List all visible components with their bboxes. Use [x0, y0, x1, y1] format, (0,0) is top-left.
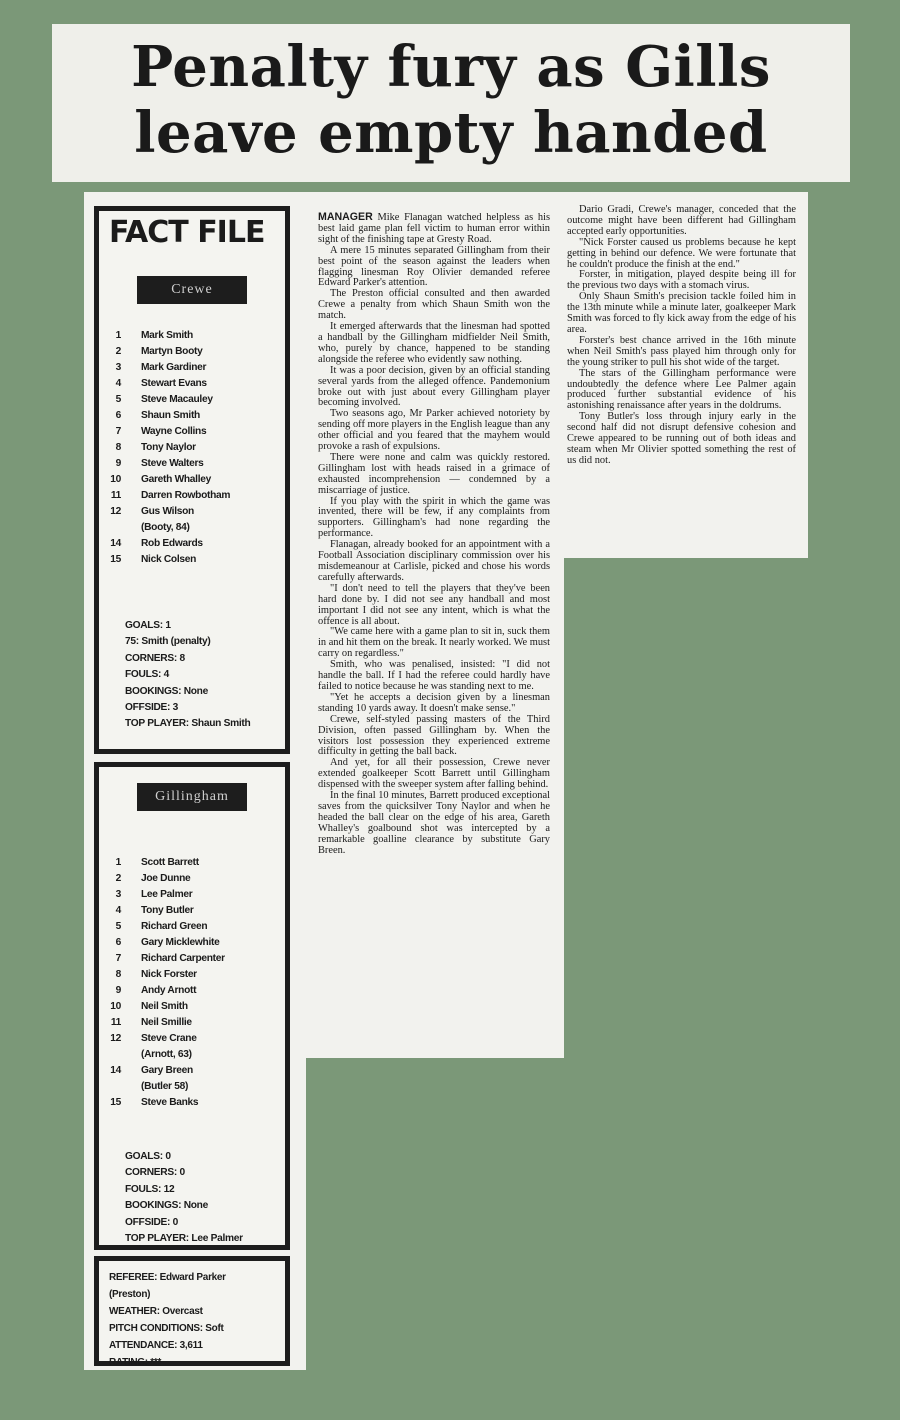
stat-line: CORNERS: 8 — [125, 652, 185, 664]
shirt-number: 2 — [115, 346, 121, 357]
fact-file-title: FACT FILE — [109, 215, 265, 250]
shirt-number: 7 — [115, 426, 121, 437]
player-name: (Butler 58) — [141, 1081, 189, 1092]
fact-file-crewe-box — [94, 206, 290, 754]
player-name: Joe Dunne — [141, 873, 191, 884]
shirt-number: 14 — [110, 538, 121, 549]
match-info-line: (Preston) — [109, 1289, 151, 1300]
player-name: Neil Smillie — [141, 1017, 192, 1028]
article-paragraph: "I don't need to tell the players that they've been hard done by. I did not see any handball and most important I did not see any intent, which is what the offence is all about. — [318, 582, 550, 627]
crewe-player-row — [99, 520, 285, 536]
stat-line: FOULS: 4 — [125, 669, 170, 681]
player-name: Gareth Whalley — [141, 474, 211, 485]
shirt-number: 8 — [115, 969, 121, 980]
shirt-number: 15 — [110, 554, 121, 565]
gillingham-player-row — [99, 1079, 285, 1095]
crewe-player-row — [99, 536, 285, 552]
gillingham-player-row — [99, 855, 285, 871]
lead-caps: MANAGER — [318, 211, 373, 223]
shirt-number: 15 — [110, 1097, 121, 1108]
match-info-box — [94, 1256, 290, 1366]
shirt-number: 6 — [115, 937, 121, 948]
stat-line: GOALS: 0 — [125, 1151, 171, 1162]
player-name: Mark Gardiner — [141, 362, 207, 373]
stat-line: 75: Smith (penalty) — [125, 636, 211, 648]
team-banner-crewe: Crewe — [137, 276, 247, 304]
player-name: Steve Crane — [141, 1033, 197, 1044]
article-paragraph: "We came here with a game plan to sit in, suck them in and hit them on the break. It nearly worked. We must carry on regardless." — [318, 626, 550, 660]
stat-line: CORNERS: 0 — [125, 1167, 185, 1179]
article-paragraph: "Yet he accepts a decision given by a linesman standing 10 yards away. It doesn't make sense." — [318, 691, 550, 714]
article-paragraph: A mere 15 minutes separated Gillingham from their best point of the season against the leaders when flagging linesman Roy Olivier demanded referee Edward Parker's attention. — [318, 244, 550, 289]
player-name: Gus Wilson — [141, 506, 194, 517]
player-name: Gary Micklewhite — [141, 937, 220, 948]
player-name: Tony Butler — [141, 905, 194, 916]
gillingham-player-row — [99, 1063, 285, 1079]
player-name: Nick Colsen — [141, 554, 197, 565]
article-paragraph — [318, 212, 550, 246]
player-name: Richard Green — [141, 921, 208, 932]
fact-file-gillingham-box — [94, 762, 290, 1250]
article-paragraph: And yet, for all their possession, Crewe never extended goalkeeper Scott Barrett until Gillingham dispensed with the sweeper system after falling behind. — [318, 757, 550, 791]
player-name: Scott Barrett — [141, 857, 199, 868]
shirt-number: 1 — [115, 330, 121, 341]
shirt-number: 10 — [110, 474, 121, 485]
shirt-number: 7 — [115, 953, 121, 964]
shirt-number — [99, 1047, 141, 1063]
match-info-list — [99, 1261, 285, 1371]
player-name: Neil Smith — [141, 1001, 188, 1012]
article-paragraph: It emerged afterwards that the linesman had spotted a handball by the Gillingham midfielder Neil Smith, who, purely by chance, happened to be standing alongside the referee who evidently saw nothing. — [318, 321, 550, 365]
article-paragraph: Dario Gradi, Crewe's manager, conceded that the outcome might have been different had Gillingham accepted early opportunities. — [567, 204, 796, 237]
match-info-line: PITCH CONDITIONS: Soft — [109, 1323, 224, 1334]
article-paragraph: The stars of the Gillingham performance were undoubtedly the defence where Lee Palmer again produced further substantial evidence of his astonishing renaissance after years in the doldrums. — [567, 367, 796, 412]
match-info-line: ATTENDANCE: 3,611 — [109, 1340, 203, 1351]
player-name: Stewart Evans — [141, 378, 207, 389]
article-paragraph: "Nick Forster caused us problems because he kept getting in behind our defence. We were fortunate that he couldn't produce the finish at the end." — [567, 236, 796, 270]
player-name: Richard Carpenter — [141, 953, 225, 964]
player-name: Gary Breen — [141, 1065, 193, 1076]
player-name: Wayne Collins — [141, 426, 207, 437]
crewe-player-row — [99, 456, 285, 472]
shirt-number: 11 — [110, 1017, 121, 1028]
headline-line-1: Penalty fury as Gills — [131, 34, 771, 100]
gillingham-player-row — [99, 871, 285, 887]
crewe-player-row — [99, 344, 285, 360]
shirt-number: 4 — [115, 378, 121, 389]
shirt-number: 3 — [115, 362, 121, 373]
shirt-number: 10 — [110, 1001, 121, 1012]
gillingham-player-row — [99, 1095, 285, 1111]
player-name: Steve Banks — [141, 1097, 199, 1108]
match-info-line: REFEREE: Edward Parker — [109, 1272, 226, 1283]
crewe-player-row — [99, 488, 285, 504]
shirt-number: 9 — [115, 985, 121, 996]
shirt-number — [99, 520, 141, 536]
article-paragraph: Smith, who was penalised, insisted: "I did not handle the ball. If I had the referee could hardly have failed to notice because he was standing next to me. — [318, 659, 550, 692]
gillingham-player-row — [99, 999, 285, 1015]
player-name: Andy Arnott — [141, 985, 197, 996]
shirt-number: 12 — [110, 1033, 121, 1044]
gillingham-player-row — [99, 919, 285, 935]
article-paragraph: Forster's best chance arrived in the 16th minute when Neil Smith's pass played him through only for the young striker to pull his shot wide of the target. — [567, 334, 796, 368]
headline-banner — [52, 24, 850, 182]
article-paragraph: If you play with the spirit in which the game was invented, there will be few, if any complaints from supporters. Gillingham's had none regarding the performance. — [318, 495, 550, 540]
player-name: Steve Macauley — [141, 394, 213, 405]
stat-line: OFFSIDE: 0 — [125, 1216, 179, 1228]
match-info-line: RATING: *** — [109, 1357, 162, 1368]
gillingham-player-row — [99, 903, 285, 919]
shirt-number: 3 — [115, 889, 121, 900]
article-paragraph: Crewe, self-styled passing masters of the Third Division, often passed Gillingham by. When the visitors lost possession they experienced extreme difficulty in getting the ball back. — [318, 713, 550, 758]
gillingham-player-row — [99, 1047, 285, 1063]
player-name: Rob Edwards — [141, 538, 203, 549]
stat-line: OFFSIDE: 3 — [125, 702, 179, 714]
article-paragraph: It was a poor decision, given by an official standing several yards from the alleged offence. Pandemonium broke out with just about every Gillingham player becoming involved. — [318, 364, 550, 409]
crewe-player-row — [99, 472, 285, 488]
gillingham-player-row — [99, 967, 285, 983]
crewe-player-row — [99, 440, 285, 456]
article-column-2 — [318, 212, 550, 856]
shirt-number: 11 — [110, 490, 121, 501]
crewe-player-row — [99, 376, 285, 392]
stat-line: FOULS: 12 — [125, 1183, 175, 1195]
shirt-number: 6 — [115, 410, 121, 421]
stat-line: BOOKINGS: None — [125, 685, 208, 697]
article-column-3 — [567, 205, 796, 467]
shirt-number — [99, 1079, 141, 1095]
shirt-number: 8 — [115, 442, 121, 453]
player-name: Nick Forster — [141, 969, 197, 980]
gillingham-player-list — [99, 855, 285, 1111]
shirt-number: 4 — [115, 905, 121, 916]
gillingham-player-row — [99, 983, 285, 999]
player-name: (Arnott, 63) — [141, 1049, 192, 1060]
crewe-player-row — [99, 552, 285, 568]
shirt-number: 5 — [115, 921, 121, 932]
gillingham-match-stats — [99, 1149, 285, 1247]
gillingham-player-row — [99, 887, 285, 903]
crewe-player-row — [99, 408, 285, 424]
player-name: Shaun Smith — [141, 410, 200, 421]
match-info-line: WEATHER: Overcast — [109, 1306, 203, 1317]
lead-text: Mike Flanagan watched helpless as his best laid game plan fell victim to human error within sight of the finishing tape at Gresty Road. — [318, 212, 550, 245]
gillingham-player-row — [99, 1015, 285, 1031]
player-name: Darren Rowbotham — [141, 490, 231, 501]
crewe-player-list — [99, 328, 285, 568]
player-name: (Booty, 84) — [141, 522, 190, 533]
player-name: Lee Palmer — [141, 889, 193, 900]
stat-line: GOALS: 1 — [125, 620, 171, 631]
shirt-number: 12 — [110, 506, 121, 517]
player-name: Tony Naylor — [141, 442, 196, 453]
crewe-player-row — [99, 424, 285, 440]
article-paragraph: The Preston official consulted and then awarded Crewe a penalty from which Shaun Smith won the match. — [318, 288, 550, 322]
article-paragraph: There were none and calm was quickly restored. Gillingham lost with heads raised in a grimace of exhausted incomprehension — condemned by a miscarriage of justice. — [318, 451, 550, 496]
crewe-player-row — [99, 360, 285, 376]
shirt-number: 9 — [115, 458, 121, 469]
gillingham-player-row — [99, 935, 285, 951]
gillingham-player-row — [99, 951, 285, 967]
article-paragraph: In the final 10 minutes, Barrett produced exceptional saves from the quicksilver Tony Naylor and when he headed the ball clear on the edge of his area, Gareth Whalley's goalbound shot was intercepted by a remarkable goalline clearance by substitute Gary Breen. — [318, 790, 550, 856]
article-paragraph: Only Shaun Smith's precision tackle foiled him in the 13th minute while a minute later, goalkeeper Mark Smith was forced to fly kick away from the edge of his area. — [567, 291, 796, 335]
crewe-player-row — [99, 328, 285, 344]
shirt-number: 1 — [115, 857, 121, 868]
gillingham-player-row — [99, 1031, 285, 1047]
article-paragraph: Two seasons ago, Mr Parker achieved notoriety by sending off more players in the English league than any other official and you feared that the mayhem would provoke a rash of expulsions. — [318, 408, 550, 453]
player-name: Steve Walters — [141, 458, 204, 469]
shirt-number: 5 — [115, 394, 121, 405]
article-paragraph: Tony Butler's loss through injury early in the second half did not disrupt defensive cohesion and Crewe appeared to be running out of both ideas and steam when Mr Olivier spotted something the rest of us did not. — [567, 411, 796, 466]
stat-line: BOOKINGS: None — [125, 1200, 208, 1212]
player-name: Martyn Booty — [141, 346, 203, 357]
crewe-player-row — [99, 504, 285, 520]
headline-line-2: leave empty handed — [134, 100, 768, 166]
player-name: Mark Smith — [141, 330, 193, 341]
article-paragraph: Forster, in mitigation, played despite being ill for the previous two days with a stomach virus. — [567, 269, 796, 292]
crewe-match-stats — [99, 618, 285, 733]
shirt-number: 14 — [110, 1065, 121, 1076]
crewe-player-row — [99, 392, 285, 408]
stat-line: TOP PLAYER: Lee Palmer — [125, 1233, 243, 1245]
shirt-number: 2 — [115, 873, 121, 884]
team-banner-gillingham: Gillingham — [137, 783, 247, 811]
stat-line: TOP PLAYER: Shaun Smith — [125, 718, 251, 730]
article-paragraph: Flanagan, already booked for an appointment with a Football Association disciplinary commission over his misdemeanour at Carlisle, picked and chose his words carefully afterwards. — [318, 539, 550, 583]
